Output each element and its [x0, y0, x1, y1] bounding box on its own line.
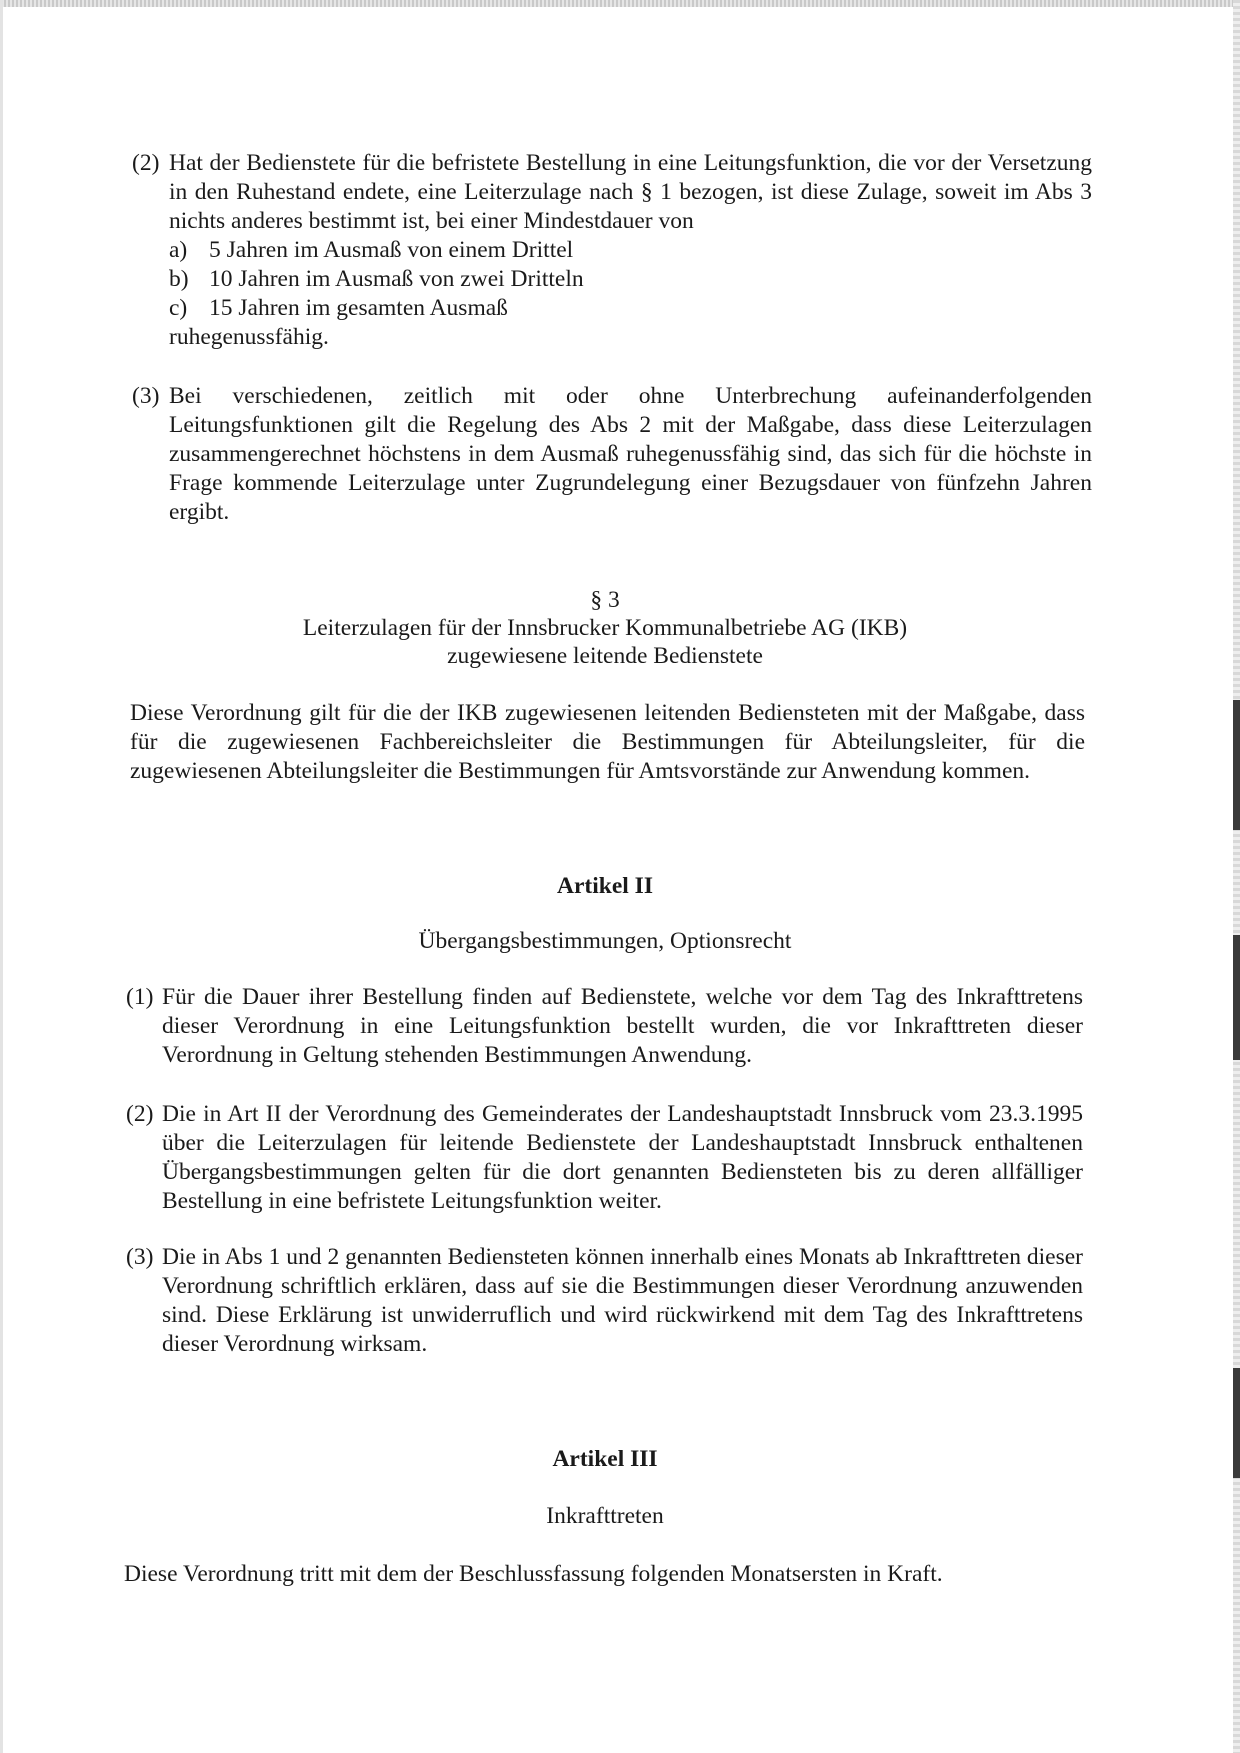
section-title-line1: Leiterzulagen für der Innsbrucker Kommunalbetriebe AG (IKB) [302, 615, 908, 641]
artikel-2-paragraph-1 [126, 983, 1083, 1070]
list-item [169, 294, 1092, 323]
paragraph-closing: ruhegenussfähig. [169, 324, 329, 350]
section-3-body: Diese Verordnung gilt für die der IKB zugewiesenen leitenden Bediensteten mit der Maßgabe, dass für die zugewiesenen Fachbereichsleiter die Bestimmungen für Abteilungsleiter, für die zugewiesenen Abteilungsleiter die Bestimmungen für Amtsvorstände zur Anwendung kommen. [130, 700, 1085, 784]
artikel-3-subheading: Inkrafttreten [546, 1503, 664, 1529]
scan-top-border [0, 0, 1240, 7]
paragraph-number: (1) [126, 984, 154, 1010]
list-item [169, 236, 1092, 265]
scan-edge-mark [1233, 935, 1240, 1060]
section-symbol: § 3 [590, 587, 620, 613]
scan-left-border [0, 0, 3, 1753]
paragraph-number: (2) [126, 1101, 154, 1127]
artikel-3-heading: Artikel III [552, 1446, 658, 1472]
paragraph-number: (2) [132, 150, 160, 176]
artikel-2-subheading: Übergangsbestimmungen, Optionsrecht [418, 928, 792, 954]
artikel-3-body: Diese Verordnung tritt mit dem der Beschlussfassung folgenden Monatsersten in Kraft. [124, 1561, 943, 1587]
paragraph-2 [132, 149, 1092, 352]
list-text: 15 Jahren im gesamten Ausmaß [209, 295, 508, 321]
paragraph-text: Die in Abs 1 und 2 genannten Bediensteten können innerhalb eines Monats ab Inkrafttreten dieser Verordnung schriftlich erklären, dass auf sie die Bestimmungen dieser Verordnung anzuwenden sind. Diese Erklärung ist unwiderruflich und wird rückwirkend mit dem Tag des Inkrafttretens dieser Verordnung wirksam. [162, 1244, 1083, 1357]
artikel-2-paragraph-2 [126, 1100, 1083, 1216]
paragraph-text: Bei verschiedenen, zeitlich mit oder ohne Unterbrechung aufeinanderfolgenden Leitungsfunktionen gilt die Regelung des Abs 2 mit der Maßgabe, dass diese Leiterzulagen zusammengerechnet höchstens in dem Ausmaß ruhegenussfähig sind, das sich für die höchste in Frage kommende Leiterzulage unter Zugrundelegung einer Bezugsdauer von fünfzehn Jahren ergibt. [169, 383, 1092, 525]
list-item [169, 265, 1092, 294]
paragraph-text: Für die Dauer ihrer Bestellung finden auf Bedienstete, welche vor dem Tag des Inkrafttretens dieser Verordnung in eine Leitungsfunktion bestellt wurden, die vor Inkrafttreten dieser Verordnung in Geltung stehenden Bestimmungen Anwendung. [162, 984, 1083, 1068]
list-text: 10 Jahren im Ausmaß von zwei Dritteln [209, 266, 584, 292]
artikel-2-paragraph-3 [126, 1243, 1083, 1359]
list-text: 5 Jahren im Ausmaß von einem Drittel [209, 237, 574, 263]
list-letter: c) [169, 295, 188, 321]
list-letter: a) [169, 237, 188, 263]
list-letter: b) [169, 266, 189, 292]
paragraph-text: Die in Art II der Verordnung des Gemeinderates der Landeshauptstadt Innsbruck vom 23.3.1995 über die Leiterzulagen für leitende Bedienstete der Landeshauptstadt Innsbruck enthaltenen Übergangsbestimmungen gelten für die dort genannten Bediensteten bis zu deren allfälliger Bestellung in eine befristete Leitungsfunktion weiter. [162, 1101, 1083, 1214]
paragraph-body [169, 149, 1092, 352]
scan-right-border [1233, 0, 1240, 1753]
section-title-line2: zugewiesene leitende Bedienstete [447, 643, 763, 669]
paragraph-number: (3) [132, 383, 160, 409]
paragraph-number: (3) [126, 1244, 154, 1270]
paragraph-3 [132, 382, 1092, 527]
scan-edge-mark [1233, 1368, 1240, 1478]
scan-edge-mark [1233, 700, 1240, 830]
artikel-2-heading: Artikel II [557, 873, 653, 899]
paragraph-text: Hat der Bedienstete für die befristete Bestellung in eine Leitungsfunktion, die vor der Versetzung in den Ruhestand endete, eine Leiterzulage nach § 1 bezogen, ist diese Zulage, soweit im Abs 3 nichts anderes bestimmt ist, bei einer Mindestdauer von [169, 150, 1092, 234]
